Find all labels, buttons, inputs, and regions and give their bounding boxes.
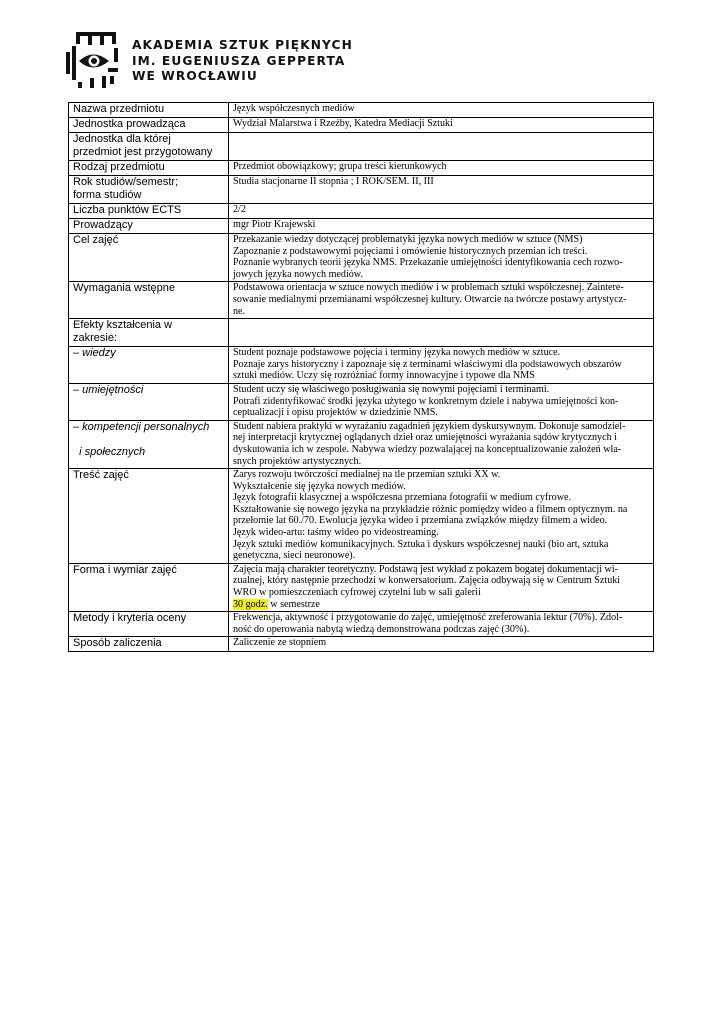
value-line: 2/2 [233,204,246,215]
label-line: Rodzaj przedmiotu [73,161,165,173]
value-ects [229,204,654,219]
label-line: – wiedzy [73,347,116,360]
label-course-content [69,469,229,564]
value-line: Wydział Malarstwa i Rzeźby, Katedra Mediacji Sztuki [233,118,453,129]
label-line: – umiejętności [73,383,144,396]
row-learning-outcomes [69,319,654,347]
value-line: Zaliczenie ze stopniem [233,637,327,649]
value-line: Język fotografii klasycznej a współczesna przemiana fotografii w medium cyfrowe. [233,492,572,504]
label-line: forma studiów [73,189,142,201]
row-assessment-methods [69,612,654,637]
value-course-content [229,469,654,564]
academy-logo-icon [66,30,122,88]
value-line: snych projektów artystycznych. [233,455,362,467]
label-skills [69,383,229,420]
label-line: Wymagania wstępne [73,282,176,295]
value-line: Wykształcenie się języka nowych mediów. [233,480,406,492]
value-line: Zapoznanie z podstawowymi pojęciami i omówienie historycznych przemian ich treści. [233,245,588,257]
row-teaching-unit [69,118,654,133]
label-spacer [73,434,224,446]
value-line: nej interpretacji krytycznej oglądanych dzieł oraz umiejętności wyrażania sądów krytycznych i [233,432,617,444]
value-line: Student uczy się właściwego posługiwania się nowymi pojęciami i terminami. [233,383,550,395]
value-line: jowych języka nowych mediów. [233,268,363,280]
value-line: przełomie lat 60./70. Ewolucja języka wideo i przemiana związków między filmem a wideo. [233,515,608,527]
value-target-unit-empty [229,133,654,161]
label-line: Nazwa przedmiotu [73,103,165,115]
institution-name [132,38,353,85]
row-target-unit [69,133,654,161]
label-line: Sposób zaliczenia [73,637,162,650]
value-line: zualnej, który następnie przechodzi w konwersatorium. Zajęcia odbywają się w Centrum Sztuki [233,575,621,587]
label-social-competences [69,420,229,468]
value-study-year [229,176,654,204]
label-prerequisites [69,282,229,319]
label-grading-method [69,637,229,652]
label-line: i społecznych [73,445,146,458]
value-line: Język wideo-artu: taśmy wideo po videostreaming. [233,527,439,539]
institution-name-line-1: AKADEMIA SZTUK PIĘKNYCH [132,38,353,52]
value-line: Frekwencja, aktywność i przygotowanie do zajęć, umiejętność zreferowania lektur (70%). Zdol- [233,612,623,624]
value-line: Poznaje zarys historyczny i zapoznaje się z terminami właściwymi dla podstawowych obszarów [233,358,622,370]
row-course-type [69,161,654,176]
row-study-year [69,176,654,204]
value-course-name [229,103,654,118]
hours-line [233,599,649,611]
value-line: Zarys rozwoju twórczości medialnej na tle przemian sztuki XX w. [233,469,501,481]
label-study-year [69,176,229,204]
label-line: przedmiot jest przygotowany [73,146,213,158]
value-line: Język współczesnych mediów [233,103,355,114]
institution-name-line-2: IM. EUGENIUSZA GEPPERTA [132,53,346,68]
value-line: dyskutowania ich w zespole. Nabywa wiedzy pozwalającej na konceptualizowanie założeń wła- [233,443,622,455]
row-class-format [69,563,654,611]
value-line: Studia stacjonarne II stopnia ; I ROK/SEM. II, III [233,176,434,187]
row-ects [69,204,654,219]
row-course-name [69,103,654,118]
value-line: ne. [233,305,246,317]
label-target-unit [69,133,229,161]
hours-highlight: 30 godz. [233,598,268,610]
value-line: genetyczna, sieci neuronowe). [233,550,356,562]
value-line: Przekazanie wiedzy dotyczącej problematyki języka nowych mediów w sztuce (NMS) [233,234,583,245]
row-grading-method [69,637,654,652]
label-course-goal [69,234,229,282]
value-line: Zajęcia mają charakter teoretyczny. Podstawą jest wykład z pokazem bogatej dokumentacji wi- [233,563,618,575]
row-instructor [69,219,654,234]
label-line: Liczba punktów ECTS [73,204,182,216]
value-skills [229,383,654,420]
value-line: Potrafi zidentyfikować środki języka użytego w konkretnym dziele i nabywa umiejętności kon- [233,395,619,407]
value-learning-outcomes-empty [229,319,654,347]
institution-name-line-3: WE WROCŁAWIU [132,69,258,83]
label-course-name [69,103,229,118]
value-knowledge [229,347,654,384]
value-line: Podstawowa orientacja w sztuce nowych mediów i w problemach sztuki współczesnej. Zaintere- [233,282,624,294]
value-line: Przedmiot obowiązkowy; grupa treści kierunkowych [233,161,447,172]
row-skills [69,383,654,420]
value-line: mgr Piotr Krajewski [233,219,316,230]
row-social-competences [69,420,654,468]
label-learning-outcomes [69,319,229,347]
label-line: Metody i kryteria oceny [73,612,187,625]
value-grading-method [229,637,654,652]
label-line: Jednostka dla której [73,133,171,145]
label-assessment-methods [69,612,229,637]
label-line: Forma i wymiar zajęć [73,563,177,576]
label-knowledge [69,347,229,384]
label-line: Treść zajęć [73,469,129,482]
row-prerequisites [69,282,654,319]
label-course-type [69,161,229,176]
value-line: ność do operowania nabytą wiedzą demonstrowana podczas zajęć (30%). [233,623,530,635]
hours-rest: w semestrze [267,598,320,610]
label-line: Jednostka prowadząca [73,118,186,130]
label-instructor [69,219,229,234]
value-line: Język sztuki mediów komunikacyjnych. Sztuka i dyskurs współczesnej nauki (bio art, sztuka [233,538,609,550]
value-assessment-methods [229,612,654,637]
label-line: zakresie: [73,332,118,345]
value-prerequisites [229,282,654,319]
label-line: – kompetencji personalnych [73,420,210,433]
value-course-type [229,161,654,176]
label-teaching-unit [69,118,229,133]
row-knowledge [69,347,654,384]
syllabus-table-body [69,103,654,652]
label-line: Rok studiów/semestr; [73,176,179,188]
value-line: sowanie medialnymi przemianami współczesnej kultury. Otwarcie na twórcze postawy artystycz- [233,293,627,305]
label-ects [69,204,229,219]
value-line: WRO w pomieszczeniach cyfrowej czytelni lub w sali galerii [233,587,481,599]
value-line: Student poznaje podstawowe pojęcia i terminy języka nowych mediów w sztuce. [233,347,561,359]
value-line: Poznanie wybranych teorii języka NMS. Przekazanie umiejętności identyfikowania cech rozwo- [233,257,623,269]
value-line: Student nabiera praktyki w wyrażaniu zagadnień językiem dyskursywnym. Dokonuje samodziel- [233,420,626,432]
syllabus-table [68,102,654,652]
row-course-goal [69,234,654,282]
label-line: Cel zajęć [73,234,119,246]
row-course-content [69,469,654,564]
value-instructor [229,219,654,234]
value-line: Kształtowanie się nowego języka na przykładzie różnic pomiędzy wideo a filmem optycznym. na [233,503,628,515]
label-line: Prowadzący [73,219,133,231]
institution-header [66,30,366,90]
value-line: sztuki mediów. Uczy się rozróżniać formy innowacyjne i typowe dla NMS [233,370,535,382]
label-class-format [69,563,229,611]
value-social-competences [229,420,654,468]
label-line: Efekty kształcenia w [73,319,173,332]
value-course-goal [229,234,654,282]
value-class-format [229,563,654,611]
value-teaching-unit [229,118,654,133]
value-line: ceptualizacji i opisu projektów w dziedzinie NMS. [233,407,438,419]
